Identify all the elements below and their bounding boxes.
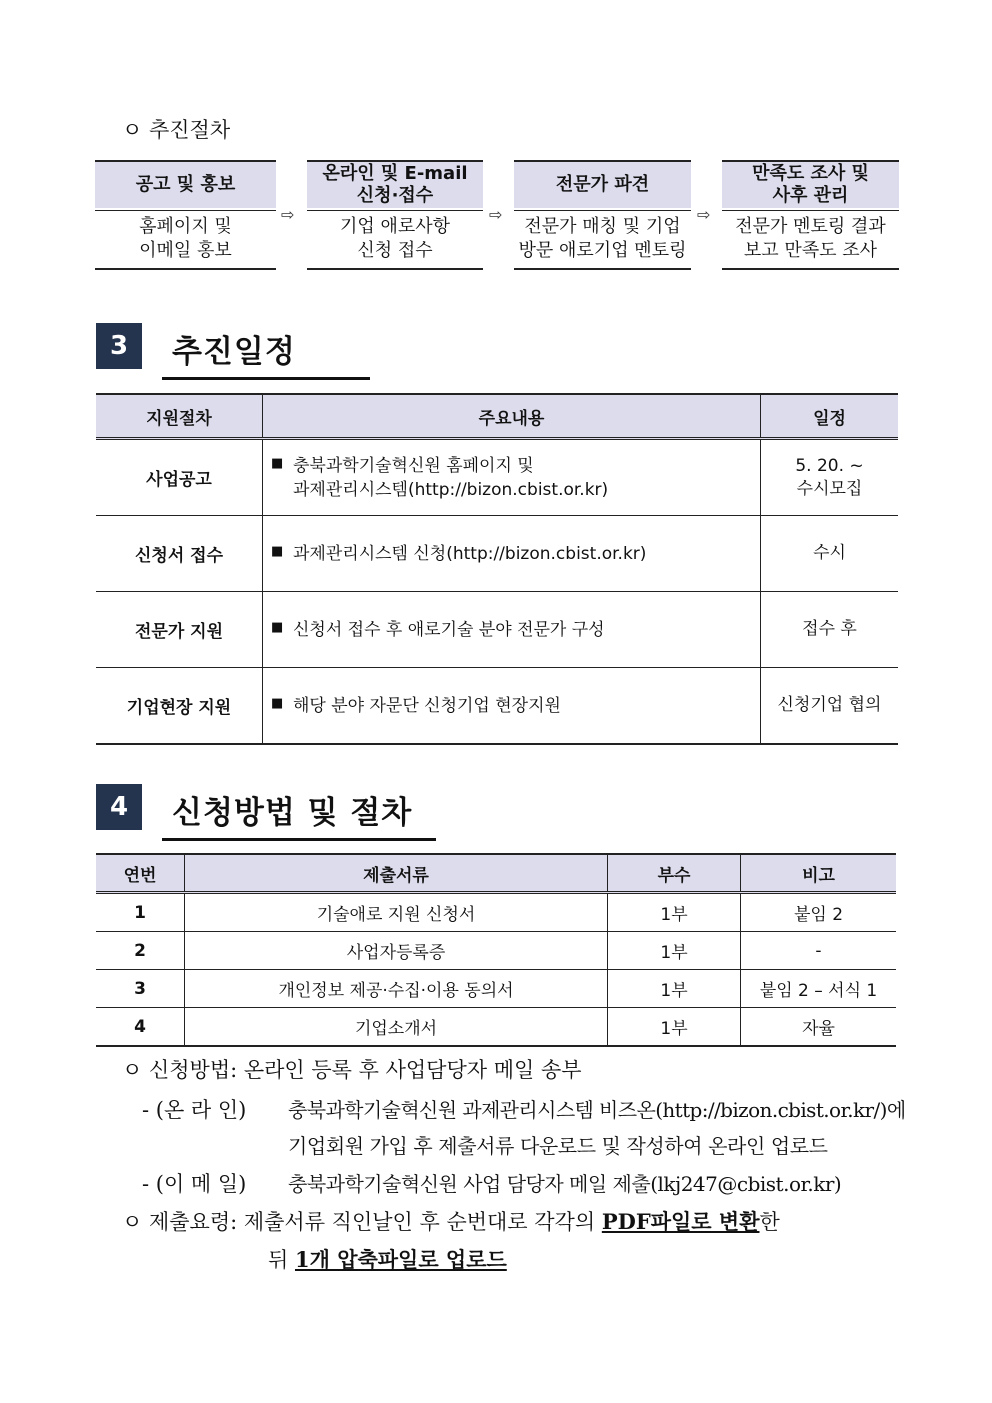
bullet-icon: ■: [271, 619, 284, 635]
process-step-title: 온라인 및 E-mail 신청·접수: [307, 160, 483, 208]
remark: 붙임 2 – 서식 1: [741, 970, 897, 1008]
table-row: [96, 893, 896, 932]
process-step-4: [722, 160, 899, 270]
row-number: 3: [96, 970, 185, 1008]
process-step-2: [307, 160, 483, 270]
content-line: 충북과학기술혁신원 홈페이지 및: [293, 455, 534, 476]
table-row: [96, 932, 896, 970]
table-row: [96, 970, 896, 1008]
process-step-3: [514, 160, 691, 270]
stage-cell: 기업현장 지원: [96, 668, 263, 745]
row-number: 4: [96, 1008, 185, 1047]
bullet-icon: ■: [271, 543, 284, 559]
submission-text: 한: [759, 1210, 780, 1234]
column-header: 일정: [761, 394, 899, 439]
stage-cell: 사업공고: [96, 439, 263, 516]
process-step-1: [95, 160, 276, 270]
column-header: 제출서류: [185, 854, 608, 893]
content-cell: [263, 516, 761, 592]
stage-cell: 전문가 지원: [96, 592, 263, 668]
content-cell: [263, 668, 761, 745]
content-cell: [263, 439, 761, 516]
content-line: 신청서 접수 후 애로기술 분야 전문가 구성: [293, 619, 605, 640]
submission-guide: [122, 1206, 780, 1236]
process-step-title: 공고 및 홍보: [95, 160, 276, 208]
copies: 1부: [608, 893, 741, 932]
process-step-title: 만족도 조사 및 사후 관리: [722, 160, 899, 208]
process-heading: ㅇ 추진절차: [122, 118, 231, 142]
email-text: 충북과학기술혁신원 사업 담당자 메일 제출(lkj247@cbist.or.kr): [288, 1172, 842, 1196]
right-arrow-icon: ⇨: [281, 205, 295, 224]
process-step-desc: 홈페이지 및 이메일 홍보: [95, 210, 276, 270]
stage-cell: 신청서 접수: [96, 516, 263, 592]
content-line: 과제관리시스템(http://bizon.cbist.or.kr): [293, 479, 609, 500]
schedule-cell: 신청기업 협의: [761, 668, 899, 745]
table-row: [96, 439, 898, 516]
column-header: 연번: [96, 854, 185, 893]
schedule-line: 수시모집: [796, 478, 863, 499]
process-step-title: 전문가 파견: [514, 160, 691, 208]
process-step-desc: 전문가 매칭 및 기업 방문 애로기업 멘토링: [514, 210, 691, 270]
copies: 1부: [608, 932, 741, 970]
content-line: 과제관리시스템 신청(http://bizon.cbist.or.kr): [293, 543, 647, 564]
remark: 자율: [741, 1008, 897, 1047]
submission-text: 뒤: [268, 1248, 289, 1272]
schedule-cell: 접수 후: [761, 592, 899, 668]
column-header: 주요내용: [263, 394, 761, 439]
pdf-emphasis: PDF파일로 변환: [601, 1209, 760, 1234]
process-step-desc: 기업 애로사항 신청 접수: [307, 210, 483, 270]
online-text-line1: 충북과학기술혁신원 과제관리시스템 비즈온(http://bizon.cbist.or.kr/)에: [288, 1098, 906, 1122]
bullet-icon: ■: [271, 695, 284, 711]
section-title: 추진일정: [162, 326, 370, 380]
online-text-line2: 기업회원 가입 후 제출서류 다운로드 및 작성하여 온라인 업로드: [288, 1134, 828, 1158]
email-label: - (이 메 일): [142, 1172, 247, 1196]
column-header: 부수: [608, 854, 741, 893]
zip-emphasis: 1개 압축파일로 업로드: [294, 1247, 507, 1272]
row-number: 1: [96, 893, 185, 932]
document-name: 기업소개서: [185, 1008, 608, 1047]
content-cell: [263, 592, 761, 668]
column-header: 비고: [741, 854, 897, 893]
bullet-icon: ■: [271, 455, 284, 471]
row-number: 2: [96, 932, 185, 970]
remark: -: [741, 932, 897, 970]
table-row: [96, 592, 898, 668]
application-method: ㅇ 신청방법: 온라인 등록 후 사업담당자 메일 송부: [122, 1058, 582, 1082]
schedule-table: [96, 393, 898, 745]
table-row: [96, 516, 898, 592]
schedule-cell: [761, 439, 899, 516]
documents-table: [96, 853, 896, 1047]
right-arrow-icon: ⇨: [489, 205, 503, 224]
online-label: - (온 라 인): [142, 1098, 247, 1122]
section-number: 4: [96, 784, 142, 830]
process-step-desc: 전문가 멘토링 결과 보고 만족도 조사: [722, 210, 899, 270]
submission-guide-line2: [268, 1244, 507, 1274]
copies: 1부: [608, 1008, 741, 1047]
content-line: 해당 분야 자문단 신청기업 현장지원: [293, 695, 561, 716]
document-name: 개인정보 제공·수집·이용 동의서: [185, 970, 608, 1008]
right-arrow-icon: ⇨: [697, 205, 711, 224]
remark: 붙임 2: [741, 893, 897, 932]
section-number: 3: [96, 323, 142, 369]
schedule-line: 5. 20. ~: [795, 455, 864, 476]
document-name: 기술애로 지원 신청서: [185, 893, 608, 932]
document-name: 사업자등록증: [185, 932, 608, 970]
column-header: 지원절차: [96, 394, 263, 439]
section-title: 신청방법 및 절차: [162, 787, 436, 841]
submission-text: ㅇ 제출요령: 제출서류 직인날인 후 순번대로 각각의: [122, 1210, 596, 1234]
copies: 1부: [608, 970, 741, 1008]
table-row: [96, 1008, 896, 1047]
table-row: [96, 668, 898, 745]
schedule-cell: 수시: [761, 516, 899, 592]
